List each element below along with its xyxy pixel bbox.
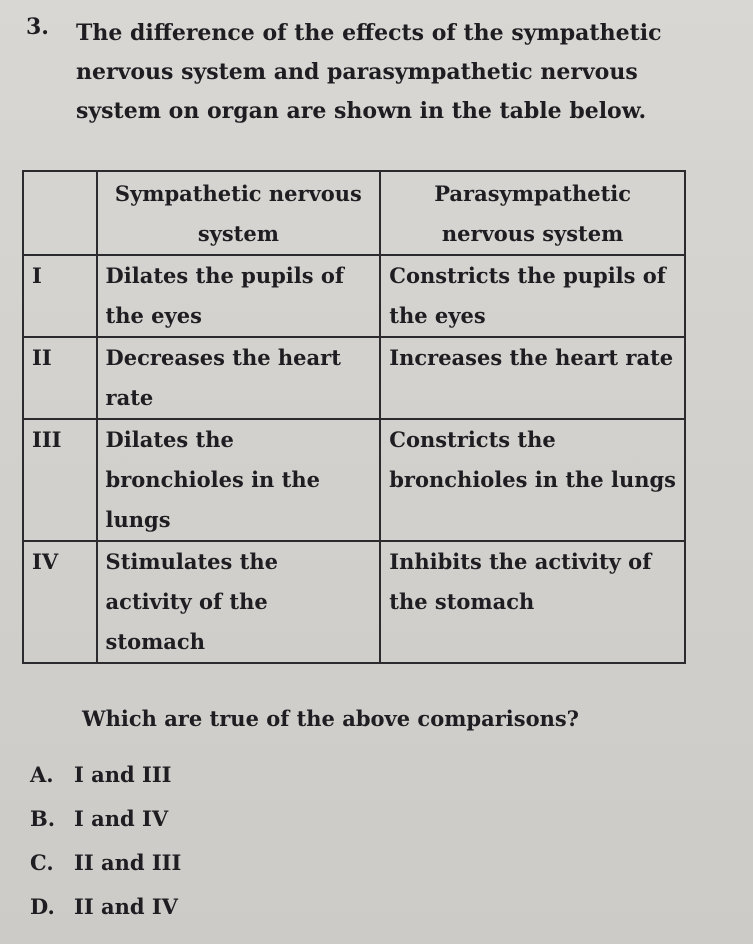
question-line: system on organ are shown in the table below. — [76, 98, 647, 124]
row-number: I — [23, 255, 97, 337]
option-letter: A. — [30, 761, 54, 787]
row-number: III — [23, 419, 97, 541]
parasympathetic-cell: Increases the heart rate — [380, 337, 685, 419]
table-row — [23, 255, 685, 337]
question-number: 3. — [26, 14, 49, 40]
option-d[interactable] — [30, 884, 181, 928]
answer-prompt: Which are true of the above comparisons? — [82, 706, 579, 731]
row-number: IV — [23, 541, 97, 663]
sympathetic-cell: Decreases the heart rate — [97, 337, 381, 419]
option-letter: D. — [30, 893, 55, 919]
table-row — [23, 541, 685, 663]
table-row — [23, 419, 685, 541]
option-text: I and III — [74, 761, 172, 787]
sympathetic-cell: Dilates the bronchioles in the lungs — [97, 419, 381, 541]
option-text: I and IV — [74, 805, 169, 831]
table-header-row — [23, 171, 685, 255]
answer-options — [30, 752, 181, 928]
table-row — [23, 337, 685, 419]
header-parasympathetic: Parasympathetic nervous system — [380, 171, 685, 255]
question-line: nervous system and parasympathetic nervous — [76, 59, 638, 85]
sympathetic-cell: Dilates the pupils of the eyes — [97, 255, 381, 337]
option-a[interactable] — [30, 752, 181, 796]
parasympathetic-cell: Inhibits the activity of the stomach — [380, 541, 685, 663]
header-blank — [23, 171, 97, 255]
option-c[interactable] — [30, 840, 181, 884]
option-letter: B. — [30, 805, 56, 831]
comparison-table — [22, 170, 686, 664]
option-b[interactable] — [30, 796, 181, 840]
option-text: II and IV — [74, 893, 178, 919]
question-text — [76, 14, 736, 131]
parasympathetic-cell: Constricts the bronchioles in the lungs — [380, 419, 685, 541]
option-text: II and III — [74, 849, 182, 875]
parasympathetic-cell: Constricts the pupils of the eyes — [380, 255, 685, 337]
row-number: II — [23, 337, 97, 419]
sympathetic-cell: Stimulates the activity of the stomach — [97, 541, 381, 663]
option-letter: C. — [30, 849, 54, 875]
question-line: The difference of the effects of the sympathetic — [76, 20, 662, 46]
header-sympathetic: Sympathetic nervous system — [97, 171, 381, 255]
